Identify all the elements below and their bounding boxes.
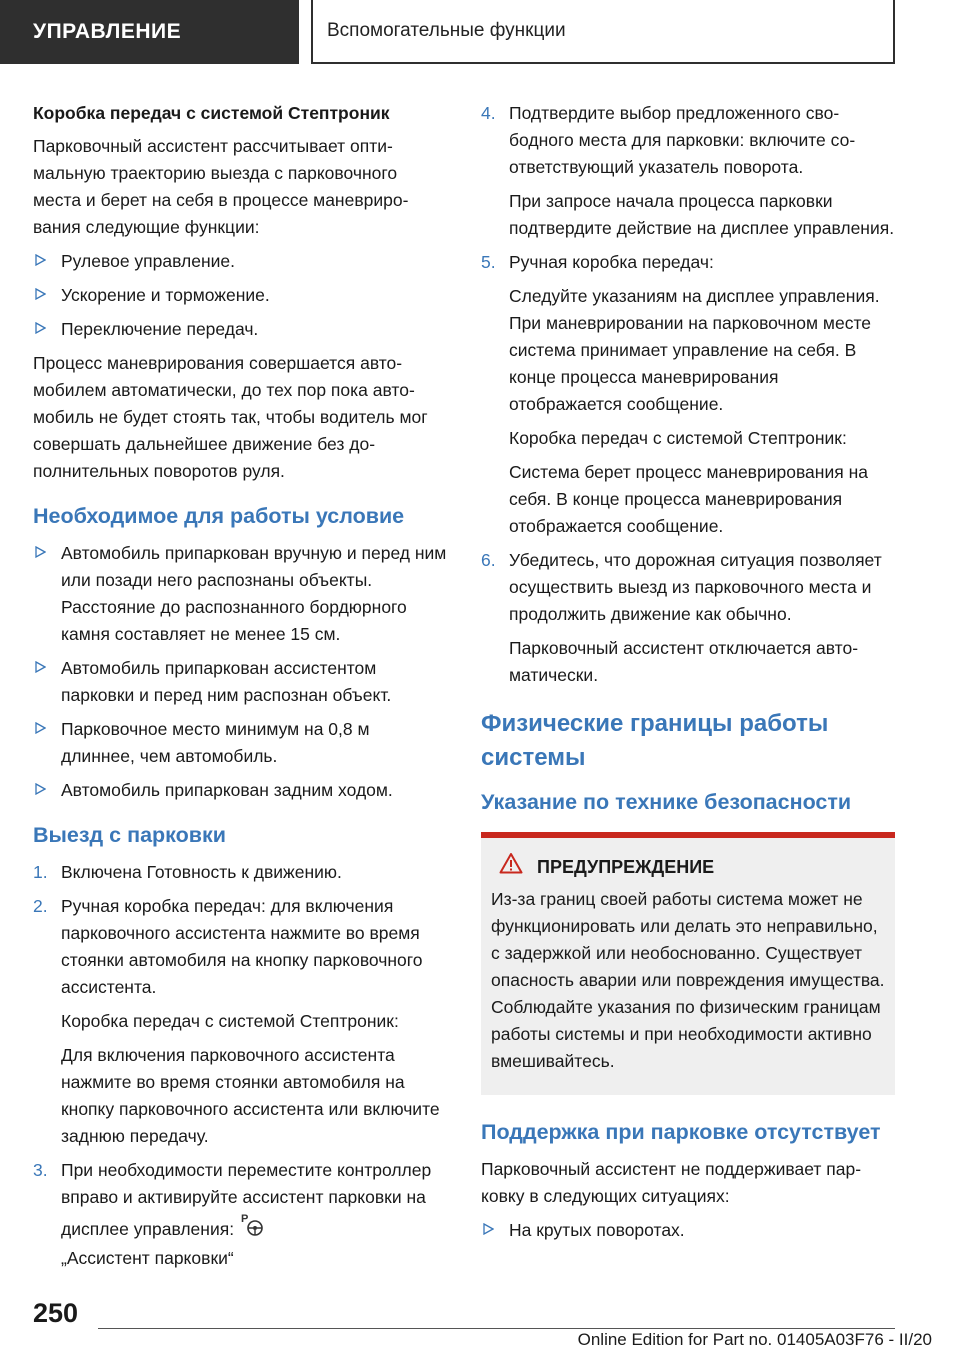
list-item-text: Рулевое управление. [61, 251, 235, 271]
intro-paragraph: Парковочный ассистент рассчитывает оптимальную траекторию выезда с парковочного места и берет на себя в процессе маневрирования следующие функции: [33, 136, 409, 237]
conditions-list [33, 540, 448, 804]
section-tab [0, 0, 299, 64]
step-item [481, 547, 895, 628]
list-item-text: Парковочное место минимум на 0,8 м длиннее, чем автомобиль. [61, 719, 370, 766]
chapter-title: Вспомогательные функции [327, 20, 566, 41]
no-support-text: Парковочный ассистент не поддерживает парковку в следующих ситуациях: [481, 1159, 862, 1206]
triangle-right-outline-icon [33, 655, 61, 709]
limits-heading: Физические границы работы системы [481, 710, 829, 771]
left-column [33, 100, 448, 1279]
warning-title: ПРЕДУПРЕЖДЕНИЕ [537, 856, 715, 877]
list-item-text: Автомобиль припаркован вручную и перед ним или позади него распознаны объекты. Расстояние до распознанного бордюрного камня составляет не менее 15 см. [61, 543, 447, 644]
safety-heading: Указание по технике безопасности [481, 790, 852, 814]
functions-list [33, 248, 448, 343]
step-subtext: Для включения парковочного ассистента нажмите во время стоянки автомобиля на кнопку парковочного ассистента или включите заднюю передачу. [61, 1045, 440, 1146]
list-item [33, 716, 448, 770]
step-item [33, 1157, 448, 1272]
step-text: Убедитесь, что дорожная ситуация позволяет осуществить выезд из парковочного места и продолжить движение как обычно. [509, 550, 882, 624]
page-number: 250 [33, 1298, 79, 1328]
steptronic-heading: Коробка передач с системой Стептроник [33, 103, 390, 123]
list-item [33, 540, 448, 648]
warning-box [481, 838, 895, 1095]
warning-title-row [491, 852, 885, 882]
list-item [33, 282, 448, 309]
section-title: УПРАВЛЕНИЕ [33, 20, 182, 43]
list-item [33, 777, 448, 804]
triangle-right-outline-icon [33, 540, 61, 648]
triangle-right-outline-icon [33, 316, 61, 343]
step-number: 4. [481, 103, 496, 123]
triangle-right-outline-icon [33, 716, 61, 770]
step-text: Ручная коробка передач: [509, 252, 714, 272]
step-text: Подтвердите выбор предложенного свободного места для парковки: включите соответствующий указатель поворота. [509, 103, 856, 177]
step-subtext: Парковочный ассистент отключается автоматически. [509, 638, 859, 685]
conditions-heading: Необходимое для работы условие [33, 504, 405, 528]
list-item [33, 316, 448, 343]
step-text: При необходимости переместите контроллер вправо и активируйте ассистент парковки на дисплее управления: [61, 1160, 432, 1239]
right-column [481, 100, 895, 1251]
warning-triangle-icon [491, 852, 537, 882]
step-item [33, 859, 448, 886]
step-subtext: Следуйте указаниям на дисплее управления. При маневрировании на парковочном месте система принимает управление на себя. В конце процесса маневрирования отображается сообщение. [509, 286, 880, 414]
step-subtext: Коробка передач с системой Стептроник: [61, 1011, 399, 1031]
parking-assistant-steering-icon [240, 1211, 266, 1245]
list-item-text: Автомобиль припаркован задним ходом. [61, 780, 393, 800]
step-item [481, 249, 895, 276]
step-item [33, 893, 448, 1001]
process-paragraph: Процесс маневрирования совершается автомобилем автоматически, до тех пор пока автомобиль не будет стоять так, чтобы водитель мог совершать дальнейшее движение без дополнительных поворотов руля. [33, 353, 428, 481]
step-text-wrap [61, 1157, 448, 1245]
list-item-text: Автомобиль припаркован ассистентом парковки и перед ним распознан объект. [61, 658, 392, 705]
svg-text:P: P [241, 1213, 249, 1225]
chapter-tab [311, 0, 895, 64]
triangle-right-outline-icon [481, 1217, 509, 1244]
step-subtext: Коробка передач с системой Стептроник: [509, 428, 847, 448]
step-quote: „Ассистент парковки“ [61, 1248, 234, 1268]
step-subtext: Система берет процесс маневрирования на себя. В конце процесса маневрирования отображается сообщение. [509, 462, 868, 536]
triangle-right-outline-icon [33, 282, 61, 309]
list-item [33, 655, 448, 709]
step-subtext: При запросе начала процесса парковки подтвердите действие на дисплее управления. [509, 191, 895, 238]
step-number: 5. [481, 252, 496, 272]
list-item-text: На крутых поворотах. [509, 1220, 685, 1240]
list-item-text: Ускорение и торможение. [61, 285, 270, 305]
exit-heading: Выезд с парковки [33, 823, 226, 847]
list-item-text: Переключение передач. [61, 319, 259, 339]
triangle-right-outline-icon [33, 248, 61, 275]
footer-divider [98, 1328, 895, 1329]
warning-text: Из-за границ своей работы система может не функционировать или делать это неправильно, с задержкой или необоснованно. Существует опасность аварии или повреждения имущества. Соблюдайте указания по физическим границам работы системы и при необходимости активно вмешивайтесь. [491, 889, 885, 1071]
step-text: Ручная коробка передач: для включения парковочного ассистента нажмите во время стоянки автомобиля на кнопку парковочного ассистента. [61, 896, 423, 997]
step-number: 3. [33, 1160, 48, 1180]
step-text: Включена Готовность к движению. [61, 862, 342, 882]
exit-steps-list [33, 859, 448, 1272]
list-item [33, 248, 448, 275]
step-number: 1. [33, 862, 48, 882]
footer-edition: Online Edition for Part no. 01405A03F76 - II/20 [577, 1330, 932, 1349]
list-item [481, 1217, 895, 1244]
step-item [481, 100, 895, 181]
step-body [61, 1157, 448, 1272]
no-support-heading: Поддержка при парковке отсутствует [481, 1120, 881, 1144]
triangle-right-outline-icon [33, 777, 61, 804]
step-number: 2. [33, 896, 48, 916]
step-number: 6. [481, 550, 496, 570]
